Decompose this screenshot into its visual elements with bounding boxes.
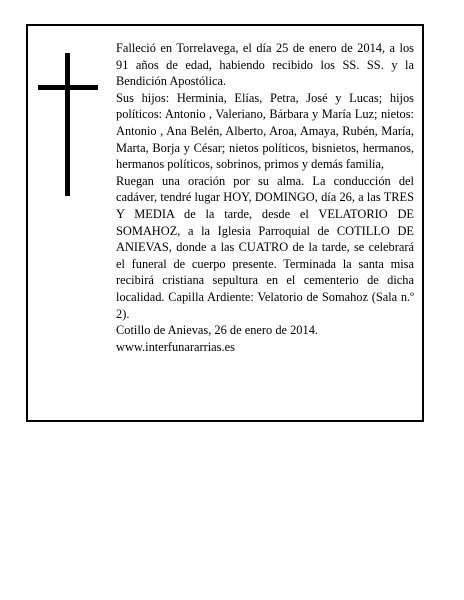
- death-announcement: Falleció en Torrelavega, el día 25 de enero de 2014, a los 91 años de edad, habiendo recibido los SS. SS. y la Bendición Apostólica.: [116, 41, 414, 89]
- cross-icon: [38, 53, 98, 196]
- funeral-service-details: Ruegan una oración por su alma. La conducción del cadáver, tendré lugar HOY, DOMINGO, día 26, a las TRES Y MEDIA de la tarde, desde el VELATORIO DE SOMAHOZ, a la Iglesia Parroquial de COTILLO DE ANIEVAS, donde a las CUATRO de la tarde, se celebrará el funeral de cuerpo presente. Terminada la santa misa recibirá cristiana sepultura en el cementerio de dicha localidad. Capilla Ardiente: Velatorio de Somahoz (Sala n.º 2).: [116, 173, 414, 321]
- cross-vertical-bar: [65, 53, 70, 196]
- notice-text: [116, 40, 414, 355]
- family-list: Sus hijos: Herminia, Elías, Petra, José y Lucas; hijos políticos: Antonio , Valeriano, Bárbara y María Luz; nietos: Antonio , Ana Belén, Alberto, Aroa, Amaya, Rubén, María, Marta, Borja y César; nietos políticos, bisnietos, hermanos, hermanos políticos, sobrinos, primos y demás familia,: [116, 90, 414, 172]
- cross-horizontal-bar: [38, 85, 98, 90]
- funeral-home-website: www.interfunararrias.es: [116, 339, 235, 354]
- place-and-date: Cotillo de Anievas, 26 de enero de 2014.: [116, 323, 318, 338]
